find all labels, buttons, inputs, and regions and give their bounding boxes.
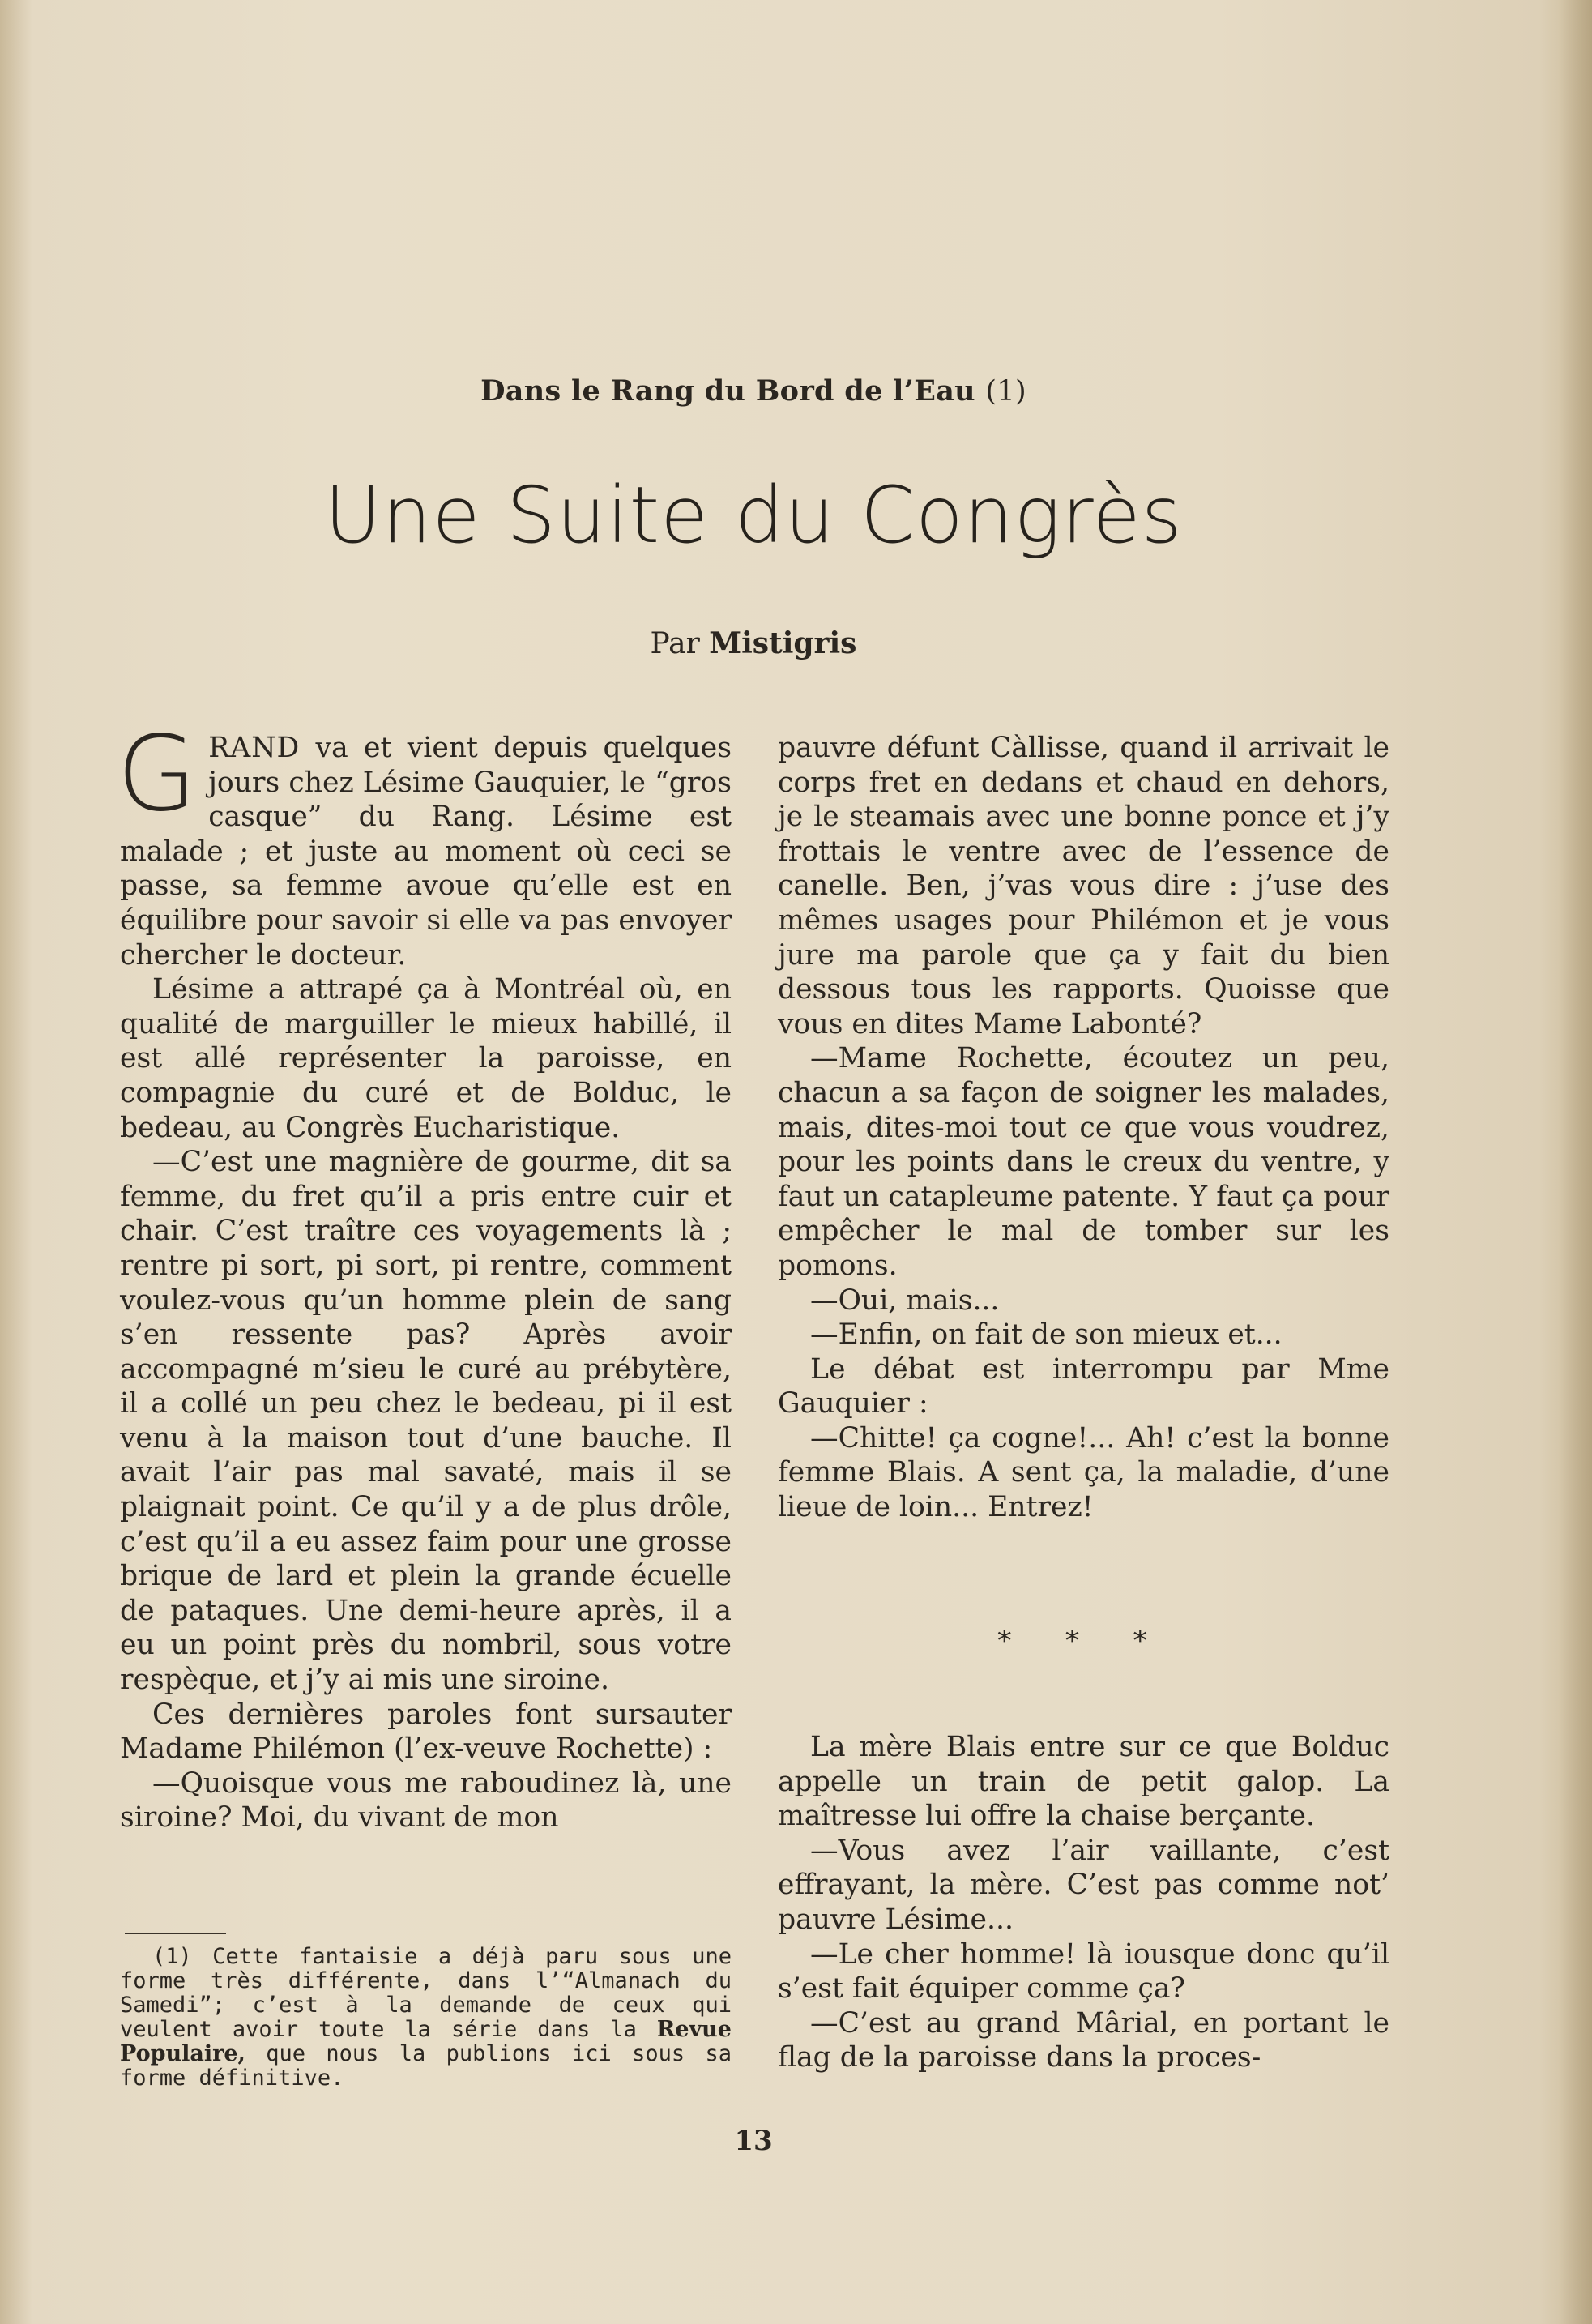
opening-word: RAND — [208, 732, 301, 764]
paragraph — [117, 714, 732, 972]
footnote — [120, 1945, 732, 2091]
page-number: 13 — [734, 2125, 773, 2157]
footnote-text-part: (1) Cette fantaisie a déjà paru sous une forme très différente, dans l’“Almanach du Samedi”; c’est à la demande de ceux qui veulent avoir toute la série dans la — [120, 1944, 732, 2042]
left-column — [117, 714, 732, 1835]
footnote-text — [120, 1945, 732, 2091]
footnote-divider — [125, 1933, 226, 1934]
paragraph: —Oui, mais... — [810, 1284, 1000, 1317]
byline-prefix: Par — [650, 627, 700, 660]
right-column-continued — [778, 1730, 1389, 2075]
paragraph: Ces dernières paroles font sursauter Madame Philémon (l’ex-veuve Rochette) : — [120, 1698, 732, 1766]
series-title: Dans le Rang du Bord de l’Eau — [480, 374, 975, 408]
article-title: Une Suite du Congrès — [324, 470, 1183, 561]
byline — [0, 626, 1507, 660]
paragraph: —C’est une magnière de gourme, dit sa femme, du fret qu’il a pris entre cuir et chair. C’est traître ces voyagements là ; rentre pi sort, pi sort, pi rentre, comment voulez-vous qu’un homme plein de sang s’en ressente pas? Après avoir accompagné m’sieu le curé au prébytère, il a collé un peu chez le bedeau, pi il est venu à la maison tout d’une bauche. Il avait l’air pas mal savaté, mais il se plaignait point. Ce qu’il y a de plus drôle, c’est qu’il a eu assez faim pour une grosse brique de lard et plein la grande écuelle de pataques. Une demi-heure après, il a eu un point près du nombril, sous votre respèque, et j’y ai mis une siroine. — [120, 1146, 732, 1697]
drop-cap: G — [117, 714, 198, 835]
series-heading — [0, 374, 1507, 408]
paragraph-text: va et vient depuis quelques jours chez Lésime Gauquier, le “gros casque” du Rang. Lésime est malade ; et juste au moment où ceci se passe, sa femme avoue qu’elle est en équilibre pour savoir si elle va pas envoyer chercher le docteur. — [120, 732, 732, 972]
series-footnote-ref: (1) — [985, 375, 1026, 408]
paragraph: La mère Blais entre sur ce que Bolduc appelle un train de petit galop. La maîtresse lui offre la chaise berçante. — [778, 1731, 1389, 1833]
right-column — [778, 731, 1389, 1525]
paragraph: Lésime a attrapé ça à Montréal où, en qualité de marguiller le mieux habillé, il est allé représenter la paroisse, en compagnie du curé et de Bolduc, le bedeau, au Congrès Eucharistique. — [120, 973, 732, 1144]
paragraph: —Le cher homme! là iousque donc qu’il s’est fait équiper comme ça? — [778, 1937, 1389, 2006]
paragraph: —Vous avez l’air vaillante, c’est effrayant, la mère. C’est pas comme not’ pauvre Lésime... — [778, 1834, 1389, 1936]
paragraph: —Chitte! ça cogne!... Ah! c’est la bonne femme Blais. A sent ça, la maladie, d’une lieue de loin... Entrez! — [778, 1421, 1389, 1524]
paragraph: —Quoisque vous me raboudinez là, une siroine? Moi, du vivant de mon — [120, 1766, 732, 1835]
magazine-name: Revue Populaire, — [120, 2017, 732, 2066]
page-edge-shadow — [1560, 0, 1592, 2324]
paragraph: —C’est au grand Mârial, en portant le flag de la paroisse dans la proces- — [778, 2006, 1389, 2074]
paragraph: —Enfin, on fait de son mieux et... — [810, 1318, 1283, 1352]
paragraph: pauvre défunt Càllisse, quand il arrivait le corps fret en dedans et chaud en dehors, je le steamais avec une bonne ponce et j’y frottais le ventre avec de l’essence de canelle. Ben, j’vas vous dire : j’use des mêmes usages pour Philémon et je vous jure ma parole que ça y fait du bien dessous tous les rapports. Quoisse que vous en dites Mame Labonté? — [778, 732, 1389, 1040]
paragraph: Le débat est interrompu par Mme Gauquier : — [778, 1352, 1389, 1420]
footnote-text-part: que nous la publions ici sous sa forme définitive. — [120, 2041, 732, 2091]
paragraph: —Mame Rochette, écoutez un peu, chacun a sa façon de soigner les malades, mais, dites-moi tout ce que vous voudrez, pour les points dans le creux du ventre, y faut un cataplеume patente. Y faut ça pour empêcher le mal de tomber sur les pomons. — [778, 1042, 1389, 1282]
section-separator: * * * — [997, 1625, 1170, 1657]
author-name: Mistigris — [709, 626, 857, 660]
